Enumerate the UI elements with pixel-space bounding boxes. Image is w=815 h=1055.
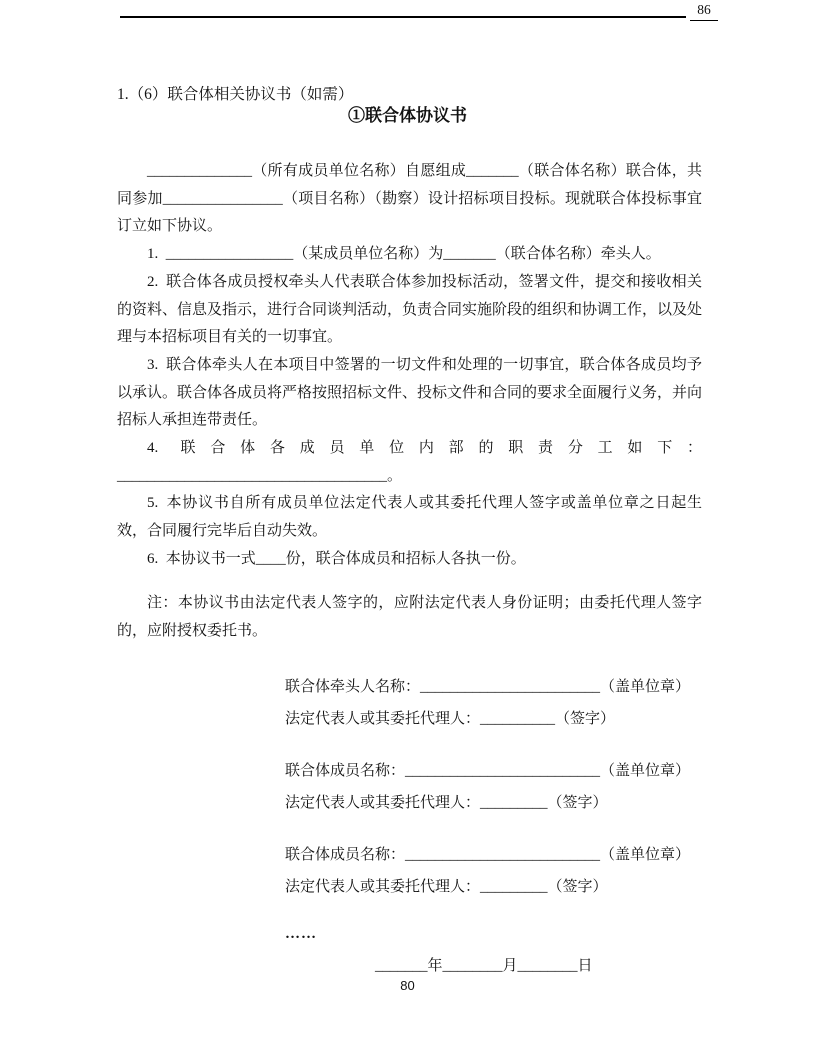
- member-2-name-line: 联合体成员名称：__________________________（盖单位章）: [285, 847, 691, 863]
- paragraph-clause-1: 1. _________________（某成员单位名称）为_______（联合体名称）牵头人。: [147, 246, 661, 263]
- note-paragraph: 注：本协议书由法定代表人签字的，应附法定代表人身份证明；由委托代理人签字的，应附授权委托书。: [117, 595, 702, 639]
- signature-block-member-2: [285, 839, 715, 903]
- member-1-name-line: 联合体成员名称：__________________________（盖单位章）: [285, 763, 691, 779]
- agreement-body: [117, 158, 702, 574]
- signature-block-leader: [285, 671, 715, 735]
- member-2-agent-line: 法定代表人或其委托代理人：_________（签字）: [285, 879, 608, 895]
- section-title: 1.（6）联合体相关协议书（如需）: [117, 86, 354, 103]
- date-line: _______年________月________日: [375, 958, 593, 974]
- paragraph-clause-2: 2. 联合体各成员授权牵头人代表联合体参加投标活动，签署文件，提交和接收相关的资料、信息及指示，进行合同谈判活动，负责合同实施阶段的组织和协调工作，以及处理与本招标项目有关的一切事宜。: [117, 273, 703, 346]
- paragraph-clause-5: 5. 本协议书自所有成员单位法定代表人或其委托代理人签字或盖单位章之日起生效，合同履行完毕后自动失效。: [117, 495, 702, 540]
- paragraph-clause-4: 4. 联合体各成员单位内部的职责分工如下：____________________________________。: [117, 440, 702, 484]
- leader-agent-line: 法定代表人或其委托代理人：__________（签字）: [285, 711, 616, 727]
- paragraph-clause-3: 3. 联合体牵头人在本项目中签署的一切文件和处理的一切事宜，联合体各成员均予以承认。联合体各成员将严格按照招标文件、投标文件和合同的要求全面履行义务，并向招标人承担连带责任。: [117, 356, 703, 429]
- document-heading: ①联合体协议书: [348, 106, 467, 125]
- paragraph-clause-6: 6. 本协议书一式____份，联合体成员和招标人各执一份。: [147, 550, 526, 567]
- ellipsis-mark: ……: [285, 926, 317, 942]
- page-number-header: 86: [690, 1, 718, 21]
- note-section: [117, 590, 702, 645]
- member-1-agent-line: 法定代表人或其委托代理人：_________（签字）: [285, 795, 608, 811]
- signature-section: [285, 671, 715, 978]
- paragraph-intro: ______________（所有成员单位名称）自愿组成_______（联合体名称）联合体，共同参加________________（项目名称）（勘察）设计招标项目投标。现就联合体投标事宜订立如下协议。: [117, 163, 702, 235]
- page-number-footer: 80: [400, 978, 415, 993]
- header-rule: [120, 16, 686, 18]
- leader-name-line: 联合体牵头人名称：________________________（盖单位章）: [285, 679, 691, 695]
- signature-block-member-1: [285, 755, 715, 819]
